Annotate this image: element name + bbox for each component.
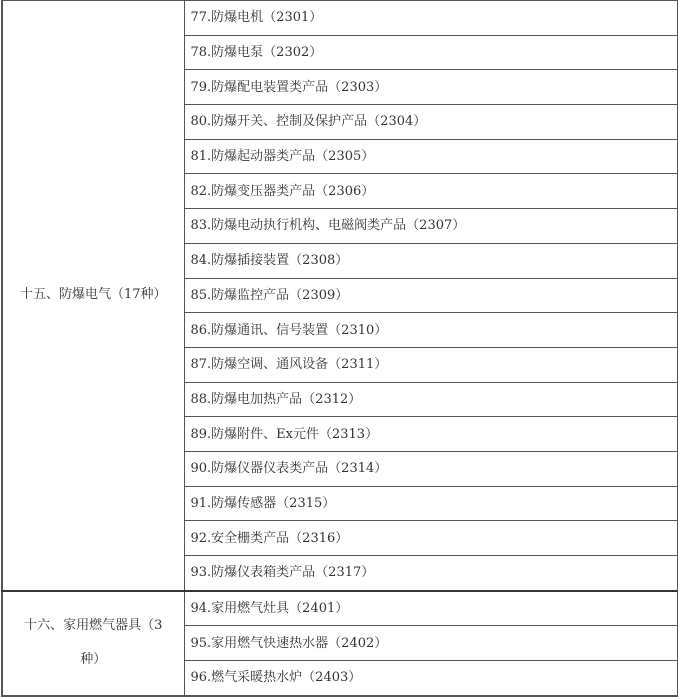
product-item-cell: 89.防爆附件、Ex元件（2313） <box>184 417 678 452</box>
product-catalog-table <box>1 0 678 697</box>
product-item-cell: 83.防爆电动执行机构、电磁阀类产品（2307） <box>184 209 678 244</box>
product-item-cell: 85.防爆监控产品（2309） <box>184 278 678 313</box>
product-item-cell: 84.防爆插接装置（2308） <box>184 243 678 278</box>
category-cell: 十六、家用燃气器具（3种） <box>2 591 184 696</box>
product-item-cell: 88.防爆电加热产品（2312） <box>184 382 678 417</box>
product-item-cell: 87.防爆空调、通风设备（2311） <box>184 347 678 382</box>
product-item-cell: 96.燃气采暖热水炉（2403） <box>184 661 678 696</box>
product-item-cell: 95.家用燃气快速热水器（2402） <box>184 626 678 661</box>
category-cell: 十五、防爆电气（17种） <box>2 0 184 591</box>
product-item-cell: 81.防爆起动器类产品（2305） <box>184 139 678 174</box>
table-row <box>2 0 678 35</box>
product-item-cell: 78.防爆电泵（2302） <box>184 35 678 70</box>
product-item-cell: 94.家用燃气灶具（2401） <box>184 591 678 626</box>
product-item-cell: 79.防爆配电装置类产品（2303） <box>184 70 678 105</box>
product-item-cell: 91.防爆传感器（2315） <box>184 486 678 521</box>
product-item-cell: 86.防爆通讯、信号装置（2310） <box>184 313 678 348</box>
product-item-cell: 82.防爆变压器类产品（2306） <box>184 174 678 209</box>
table-row <box>2 591 678 626</box>
product-item-cell: 90.防爆仪器仪表类产品（2314） <box>184 451 678 486</box>
product-item-cell: 80.防爆开关、控制及保护产品（2304） <box>184 105 678 140</box>
product-item-cell: 92.安全栅类产品（2316） <box>184 521 678 556</box>
product-item-cell: 93.防爆仪表箱类产品（2317） <box>184 556 678 591</box>
product-item-cell: 77.防爆电机（2301） <box>184 0 678 35</box>
